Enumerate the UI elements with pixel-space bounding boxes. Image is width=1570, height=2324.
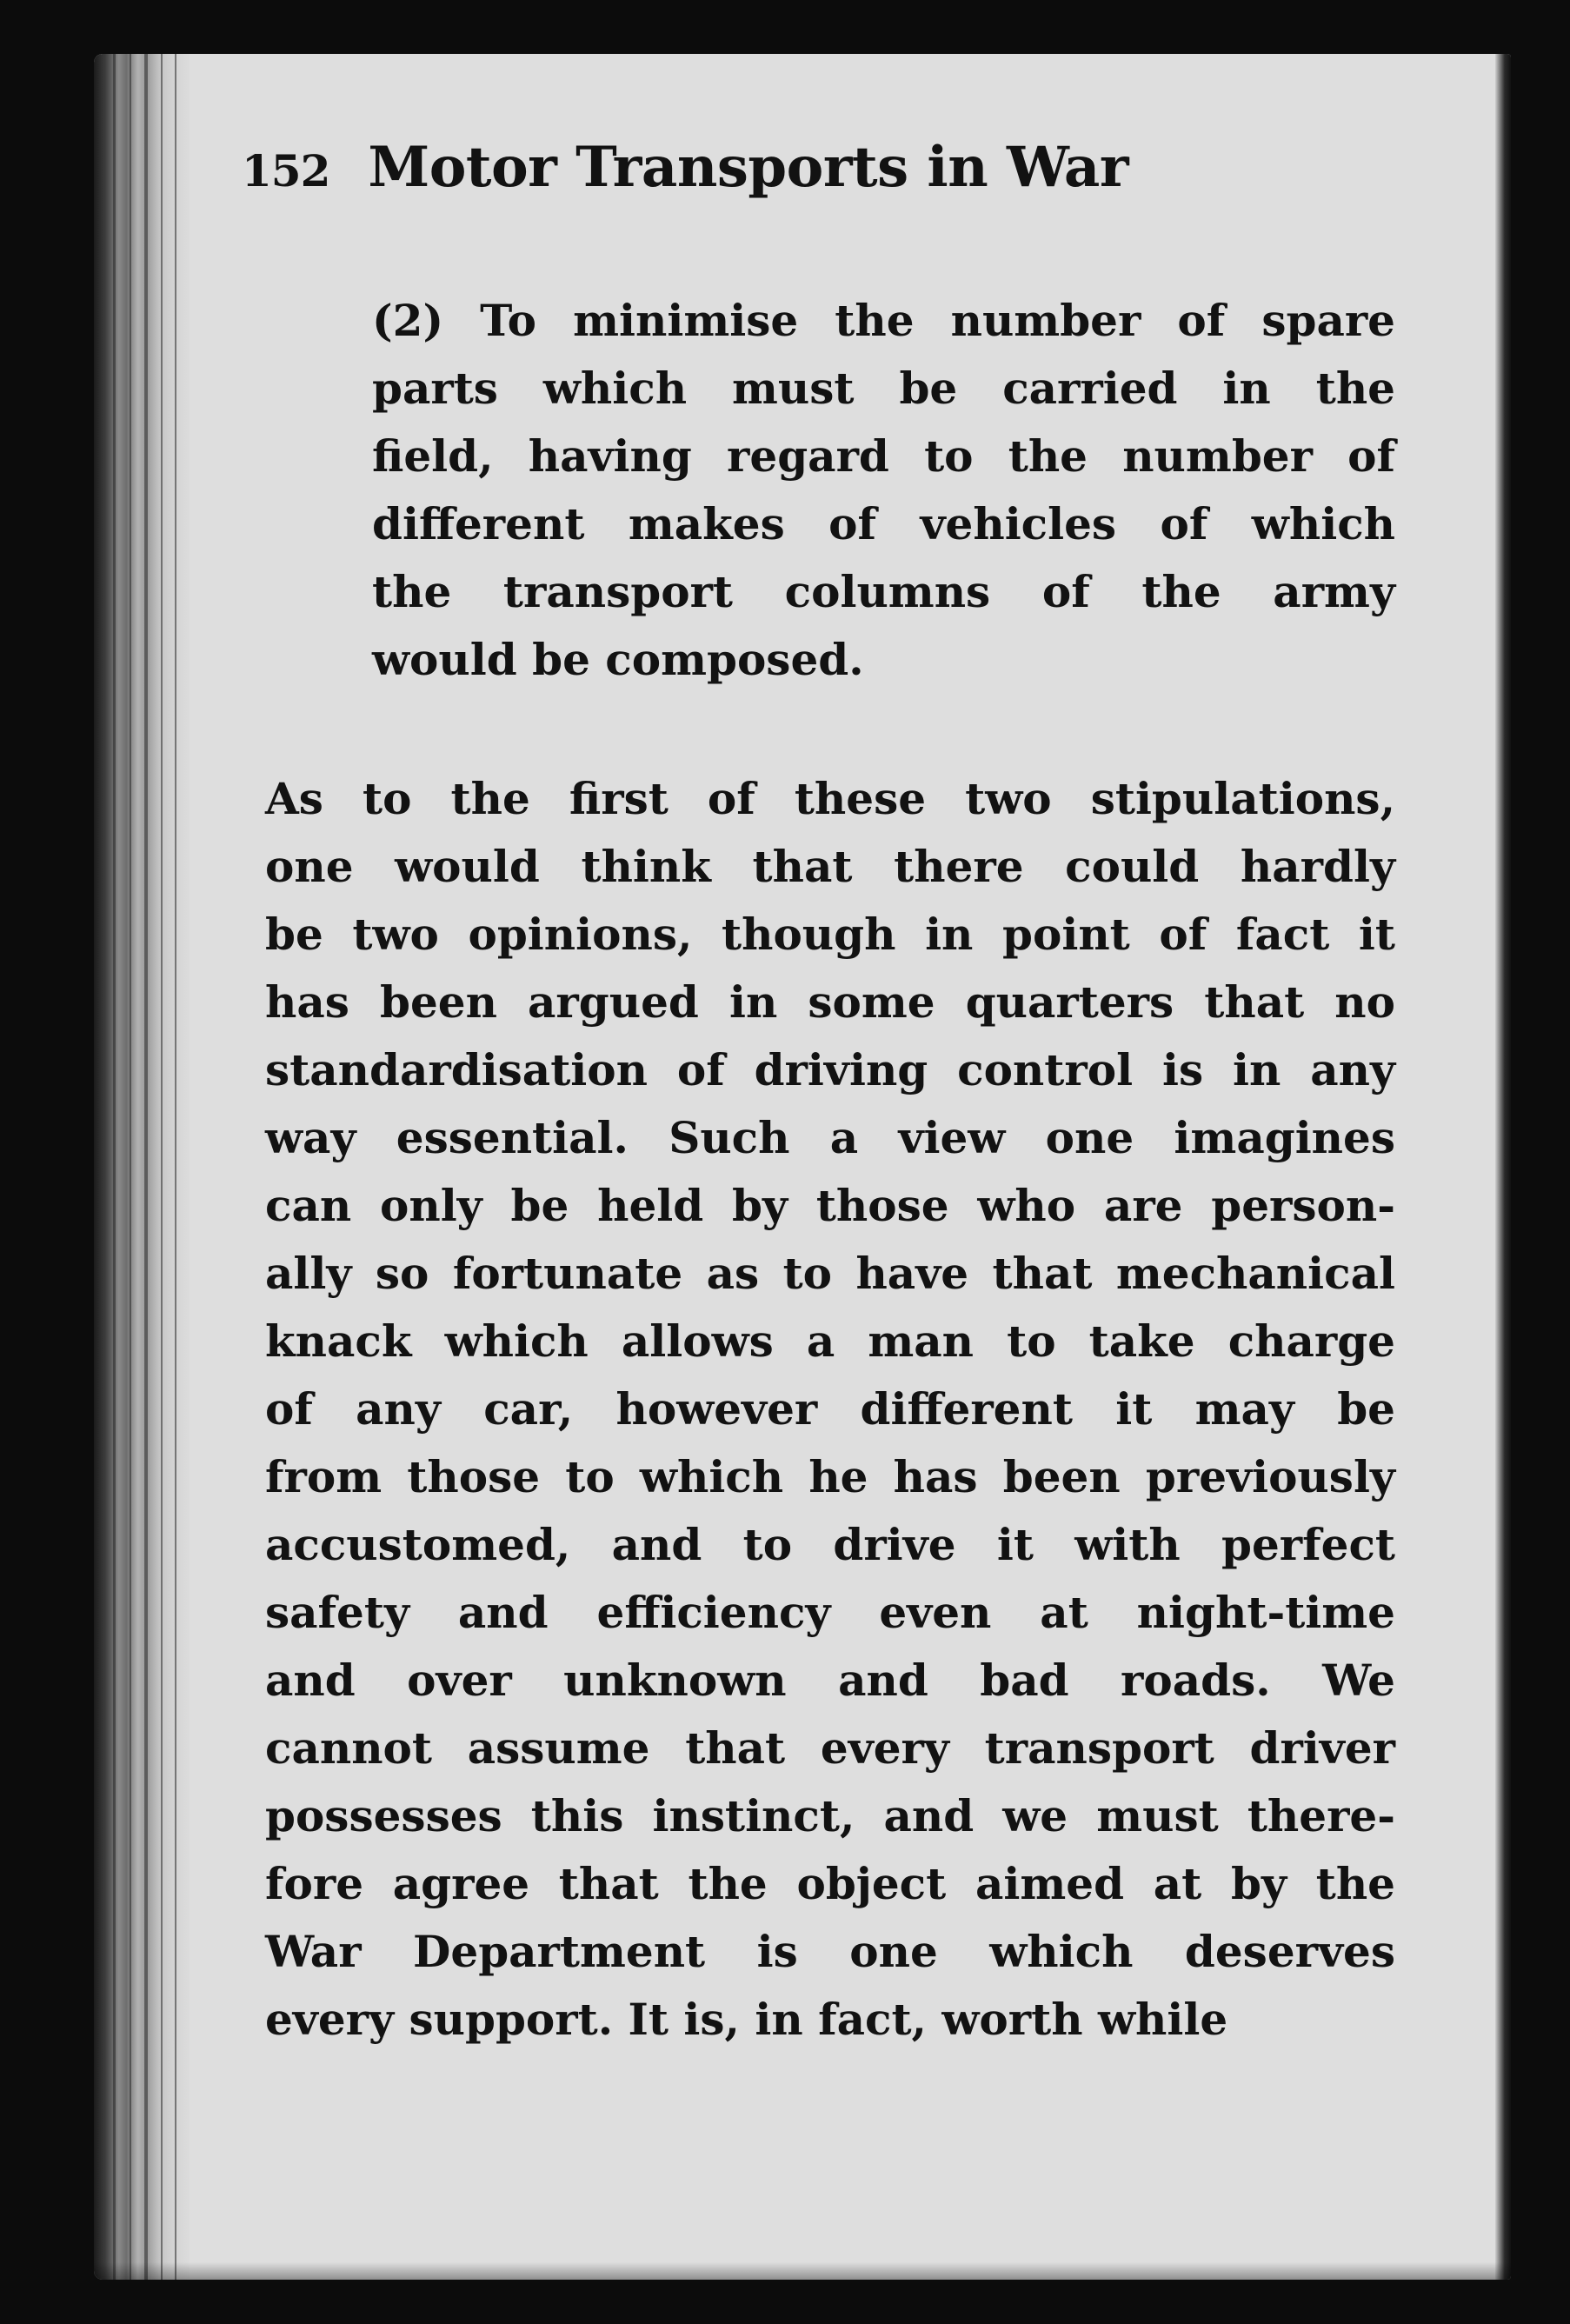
- body-paragraph: [265, 765, 1395, 2054]
- text-line: every support. It is, in fact, worth while: [265, 1994, 1228, 2045]
- text-line: be two opinions, though in point of fact it: [265, 909, 1395, 960]
- text-line: can only be held by those who are person-: [265, 1180, 1395, 1231]
- text-line: parts which must be carried in the: [372, 363, 1395, 414]
- gutter-line: [161, 54, 163, 2280]
- text-line: safety and efficiency even at night-time: [265, 1587, 1395, 1638]
- text-line: the transport columns of the army: [372, 566, 1395, 617]
- text-line: field, having regard to the number of: [372, 430, 1395, 482]
- text-line: of any car, however different it may be: [265, 1383, 1395, 1435]
- text-line: cannot assume that every transport driver: [265, 1722, 1395, 1774]
- text-line: from those to which he has been previously: [265, 1451, 1395, 1502]
- page-bottom-shade: [94, 2262, 1511, 2280]
- gutter-line: [175, 54, 176, 2280]
- text-line: accustomed, and to drive it with perfect: [265, 1519, 1395, 1570]
- text-line: ally so fortunate as to have that mechanical: [265, 1248, 1395, 1299]
- text-line: standardisation of driving control is in any: [265, 1044, 1395, 1095]
- gutter-line: [130, 54, 131, 2280]
- text-line: one would think that there could hardly: [265, 841, 1395, 892]
- text-line: way essential. Such a view one imagines: [265, 1112, 1395, 1163]
- gutter-line: [113, 54, 116, 2280]
- gutter-line: [144, 54, 148, 2280]
- list-item-paragraph: [372, 287, 1395, 694]
- running-head: [242, 135, 1328, 200]
- text-line: has been argued in some quarters that no: [265, 976, 1395, 1028]
- page-title: Motor Transports in War: [368, 135, 1129, 200]
- text-line: possesses this instinct, and we must there-: [265, 1790, 1395, 1841]
- page-right-edge: [1495, 54, 1511, 2280]
- text-line: fore agree that the object aimed at by the: [265, 1858, 1395, 1909]
- text-line: As to the first of these two stipulations,: [265, 773, 1395, 824]
- text-line: War Department is one which deserves: [265, 1926, 1395, 1977]
- text-line: knack which allows a man to take charge: [265, 1315, 1395, 1367]
- text-line: (2) To minimise the number of spare: [372, 295, 1395, 346]
- text-line: would be composed.: [372, 634, 864, 685]
- page-number: 152: [242, 145, 330, 196]
- text-line: different makes of vehicles of which: [372, 498, 1395, 549]
- page-gutter: [94, 54, 190, 2280]
- text-line: and over unknown and bad roads. We: [265, 1655, 1395, 1706]
